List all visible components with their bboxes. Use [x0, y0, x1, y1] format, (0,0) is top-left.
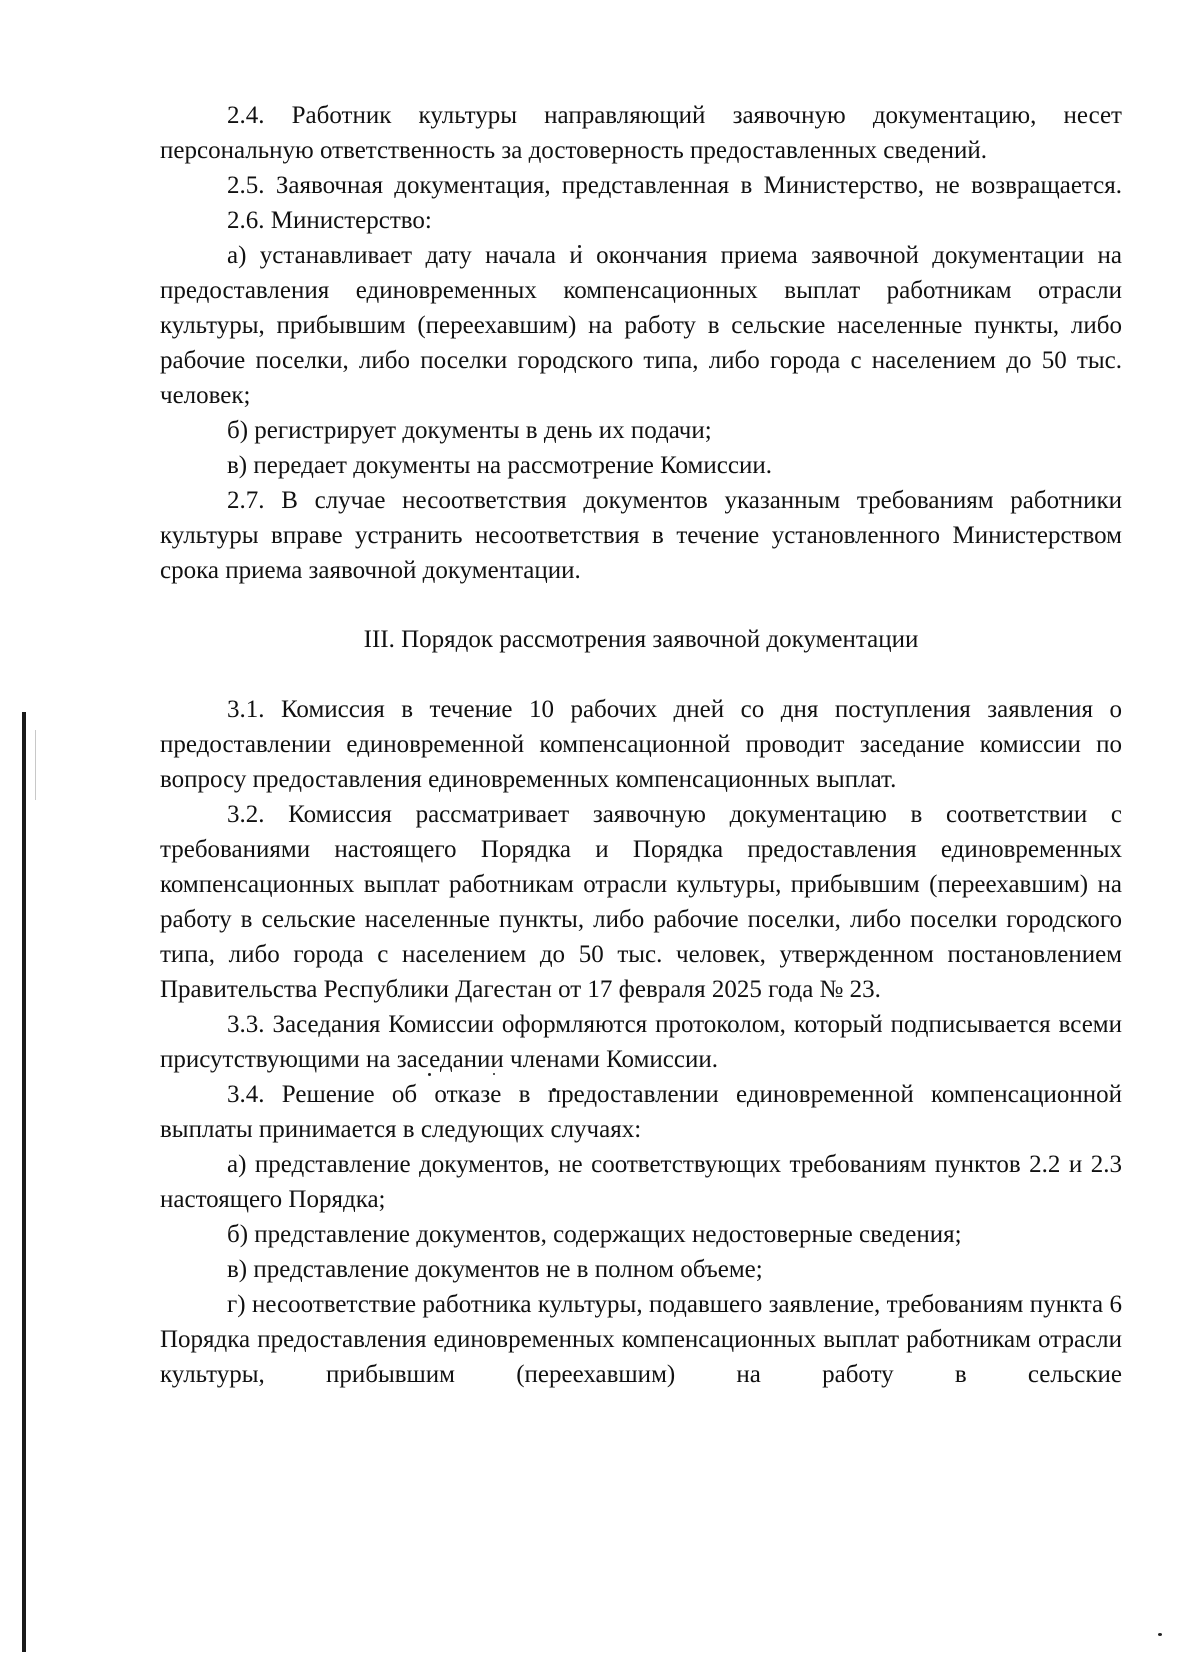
document-body — [160, 98, 1122, 1392]
paragraph-2-6-v: в) передает документы на рассмотрение Комиссии. — [227, 452, 772, 479]
paragraph-2-4: 2.4. Работник культуры направляющий заявочную документацию, несет персональную ответственность за достоверность предоставленных сведений. — [160, 102, 1122, 164]
paragraph-3-4-v: в) представление документов не в полном объеме; — [227, 1256, 763, 1283]
paragraph-2-7: 2.7. В случае несоответствия документов указанным требованиям работники культуры вправе устранить несоответствия в течение установленного Министерством срока приема заявочной документации. — [160, 487, 1122, 584]
scan-speck — [1158, 1633, 1162, 1636]
paragraph-2-5: 2.5. Заявочная документация, представленная в Министерство, не возвращается. — [227, 172, 1122, 199]
paragraph-3-1: 3.1. Комиссия в течение 10 рабочих дней со дня поступления заявления о предоставлении единовременной компенсационной проводит заседание комиссии по вопросу предоставления единовременных компенсационных выплат. — [160, 696, 1122, 793]
paragraph-3-4-a: а) представление документов, не соответствующих требованиям пунктов 2.2 и 2.3 настоящего Порядка; — [160, 1151, 1122, 1213]
paragraph-3-2: 3.2. Комиссия рассматривает заявочную документацию в соответствии с требованиями настоящего Порядка и Порядка предоставления единовременных компенсационных выплат работникам отрасли культуры, прибывшим (переехавшим) на работу в сельские населенные пункты, либо рабочие поселки, либо поселки городского типа, либо города с населением до 50 тыс. человек, утвержденном постановлением Правительства Республики Дагестан от 17 февраля 2025 года № 23. — [160, 801, 1122, 1003]
paragraph-2-6-b: б) регистрирует документы в день их подачи; — [227, 417, 712, 444]
paragraph-3-4-b: б) представление документов, содержащих недостоверные сведения; — [227, 1221, 962, 1248]
paragraph-3-3: 3.3. Заседания Комиссии оформляются протоколом, который подписывается всеми присутствующими на заседании членами Комиссии. — [160, 1011, 1122, 1073]
scan-edge-line — [22, 712, 26, 1652]
paragraph-3-4-g: г) несоответствие работника культуры, подавшего заявление, требованиям пункта 6 Порядка предоставления единовременных компенсационных выплат работникам отрасли культуры, прибывшим (переехавшим) на работу в сельские — [160, 1291, 1122, 1388]
paragraph-2-6: 2.6. Министерство: — [227, 207, 432, 234]
paragraph-2-6-a: а) устанавливает дату начала и окончания приема заявочной документации на предоставления единовременных компенсационных выплат работникам отрасли культуры, прибывшим (переехавшим) на работу в сельские населенные пункты, либо рабочие поселки, либо поселки городского типа, либо города с населением до 50 тыс. человек; — [160, 242, 1122, 409]
section-3-heading: III. Порядок рассмотрения заявочной документации — [363, 626, 919, 653]
scan-edge-faint-line — [35, 730, 36, 800]
paragraph-3-4: 3.4. Решение об отказе в предоставлении единовременной компенсационной выплаты принимается в следующих случаях: — [160, 1081, 1122, 1143]
